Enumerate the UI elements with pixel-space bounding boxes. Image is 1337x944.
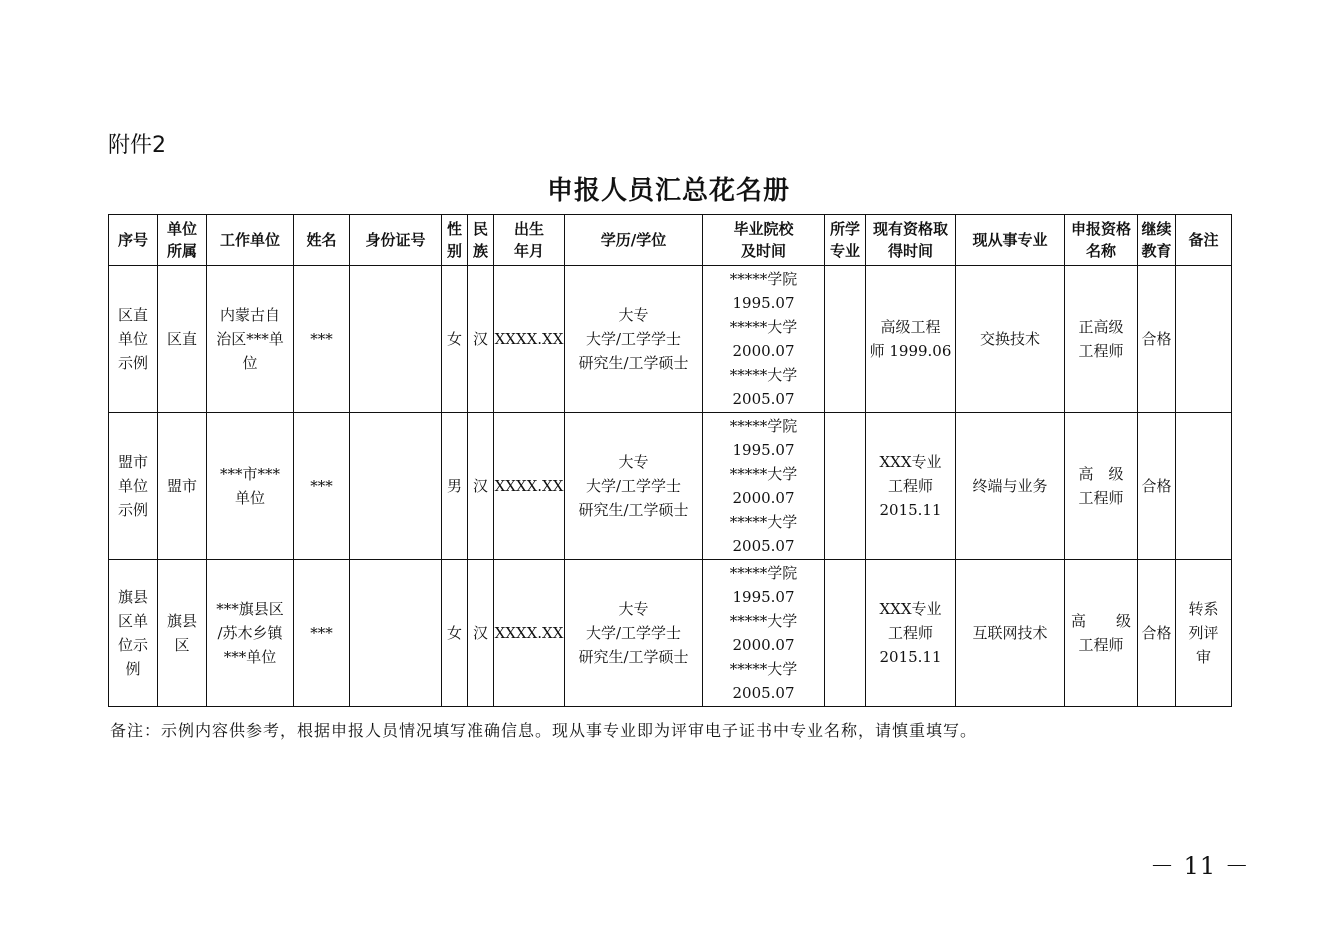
cell-current-field: 终端与业务 bbox=[956, 413, 1065, 560]
cell-education: 大专 大学/工学学士 研究生/工学硕士 bbox=[565, 560, 703, 707]
footnote: 备注：示例内容供参考，根据申报人员情况填写准确信息。现从事专业即为评审电子证书中专业名称，请慎重填写。 bbox=[110, 721, 978, 740]
header-cell-current-qualification: 现有资格取 得时间 bbox=[866, 215, 956, 266]
cell-applied-qualification: 正高级 工程师 bbox=[1065, 266, 1138, 413]
cell-major bbox=[825, 413, 866, 560]
header-cell-applied-qualification: 申报资格 名称 bbox=[1065, 215, 1138, 266]
cell-gender: 女 bbox=[442, 266, 468, 413]
cell-ethnicity: 汉 bbox=[468, 560, 494, 707]
header-cell-major: 所学 专业 bbox=[825, 215, 866, 266]
header-cell-work-unit: 工作单位 bbox=[207, 215, 294, 266]
cell-remark bbox=[1176, 266, 1232, 413]
cell-gender: 女 bbox=[442, 560, 468, 707]
cell-name: *** bbox=[294, 413, 350, 560]
cell-graduation: *****学院 1995.07 *****大学 2000.07 *****大学 2005.07 bbox=[703, 266, 825, 413]
cell-seq: 区直 单位 示例 bbox=[109, 266, 158, 413]
cell-current-qualification: XXX专业 工程师 2015.11 bbox=[866, 560, 956, 707]
cell-affiliation: 区直 bbox=[158, 266, 207, 413]
cell-id-number bbox=[350, 266, 442, 413]
cell-gender: 男 bbox=[442, 413, 468, 560]
table-row bbox=[109, 413, 1232, 560]
cell-seq: 盟市 单位 示例 bbox=[109, 413, 158, 560]
cell-continuing-education: 合格 bbox=[1138, 413, 1176, 560]
header-cell-id-number: 身份证号 bbox=[350, 215, 442, 266]
cell-ethnicity: 汉 bbox=[468, 413, 494, 560]
header-cell-name: 姓名 bbox=[294, 215, 350, 266]
cell-birth: XXXX.XX bbox=[494, 560, 565, 707]
cell-ethnicity: 汉 bbox=[468, 266, 494, 413]
cell-current-qualification: 高级工程 师 1999.06 bbox=[866, 266, 956, 413]
table-row bbox=[109, 560, 1232, 707]
cell-birth: XXXX.XX bbox=[494, 266, 565, 413]
table-row bbox=[109, 266, 1232, 413]
cell-id-number bbox=[350, 560, 442, 707]
cell-major bbox=[825, 266, 866, 413]
header-cell-remark: 备注 bbox=[1176, 215, 1232, 266]
cell-major bbox=[825, 560, 866, 707]
cell-current-qualification: XXX专业 工程师 2015.11 bbox=[866, 413, 956, 560]
header-cell-gender: 性 别 bbox=[442, 215, 468, 266]
cell-remark: 转系 列评 审 bbox=[1176, 560, 1232, 707]
cell-name: *** bbox=[294, 560, 350, 707]
header-cell-graduation: 毕业院校 及时间 bbox=[703, 215, 825, 266]
cell-name: *** bbox=[294, 266, 350, 413]
cell-work-unit: ***市*** 单位 bbox=[207, 413, 294, 560]
header-cell-seq: 序号 bbox=[109, 215, 158, 266]
header-cell-birth: 出生 年月 bbox=[494, 215, 565, 266]
cell-birth: XXXX.XX bbox=[494, 413, 565, 560]
cell-continuing-education: 合格 bbox=[1138, 266, 1176, 413]
cell-current-field: 交换技术 bbox=[956, 266, 1065, 413]
header-cell-current-field: 现从事专业 bbox=[956, 215, 1065, 266]
cell-id-number bbox=[350, 413, 442, 560]
cell-affiliation: 旗县 区 bbox=[158, 560, 207, 707]
cell-seq: 旗县 区单 位示 例 bbox=[109, 560, 158, 707]
header-cell-affiliation: 单位 所属 bbox=[158, 215, 207, 266]
cell-graduation: *****学院 1995.07 *****大学 2000.07 *****大学 2005.07 bbox=[703, 560, 825, 707]
page-number: － 11 － bbox=[1150, 852, 1250, 880]
cell-affiliation: 盟市 bbox=[158, 413, 207, 560]
cell-work-unit: 内蒙古自 治区***单 位 bbox=[207, 266, 294, 413]
cell-current-field: 互联网技术 bbox=[956, 560, 1065, 707]
cell-remark bbox=[1176, 413, 1232, 560]
document-title: 申报人员汇总花名册 bbox=[546, 176, 790, 206]
cell-applied-qualification: 高 级 工程师 bbox=[1065, 560, 1138, 707]
cell-graduation: *****学院 1995.07 *****大学 2000.07 *****大学 2005.07 bbox=[703, 413, 825, 560]
cell-continuing-education: 合格 bbox=[1138, 560, 1176, 707]
cell-applied-qualification: 高 级 工程师 bbox=[1065, 413, 1138, 560]
applicant-roster-table bbox=[108, 214, 1232, 707]
header-cell-continuing-education: 继续 教育 bbox=[1138, 215, 1176, 266]
cell-work-unit: ***旗县区 /苏木乡镇 ***单位 bbox=[207, 560, 294, 707]
table-header-row bbox=[109, 215, 1232, 266]
attachment-label: 附件2 bbox=[108, 133, 166, 158]
header-cell-ethnicity: 民 族 bbox=[468, 215, 494, 266]
header-cell-education: 学历/学位 bbox=[565, 215, 703, 266]
cell-education: 大专 大学/工学学士 研究生/工学硕士 bbox=[565, 266, 703, 413]
cell-education: 大专 大学/工学学士 研究生/工学硕士 bbox=[565, 413, 703, 560]
